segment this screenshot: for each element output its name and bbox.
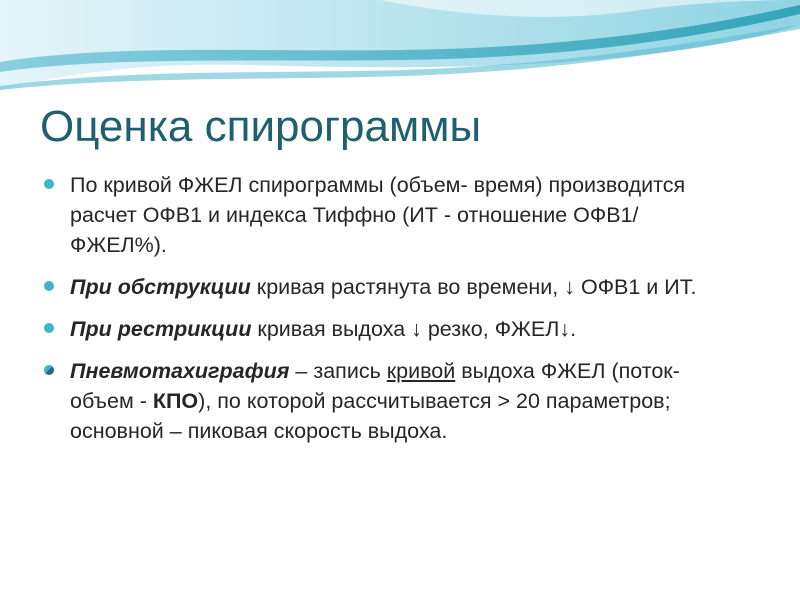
bullet-text: – запись	[289, 359, 387, 383]
bullet-text: кривая выдоха ↓ резко, ФЖЕЛ↓.	[251, 317, 577, 341]
bullet-text: выдоха ФЖЕЛ (поток-объем -	[70, 359, 680, 413]
underlined-term: кривой	[386, 359, 456, 383]
bullet-text: По кривой ФЖЕЛ спирограммы (объем- время) производится расчет ОФВ1 и индекса Тиффно (ИТ - отношение ОФВ1/ ФЖЕЛ%).	[70, 173, 686, 257]
header-wave-decoration	[0, 0, 800, 110]
bullet-fzhel	[70, 170, 730, 260]
bullet-dot-icon	[44, 365, 54, 375]
bullet-text: ), по которой рассчитывается > 20 параметров; основной – пиковая скорость выдоха.	[70, 389, 671, 443]
bullet-restriction	[70, 314, 730, 344]
bullet-dot-icon	[44, 281, 54, 291]
bullet-pneumotachography	[70, 356, 730, 446]
bold-term: КПО	[152, 389, 199, 413]
bullet-lead: При обструкции	[70, 275, 251, 299]
bullet-list	[70, 170, 730, 458]
bullet-text: кривая растянута во времени, ↓ ОФВ1 и ИТ.	[250, 275, 697, 299]
slide-title: Оценка спирограммы	[40, 102, 482, 151]
bullet-dot-icon	[44, 323, 54, 333]
bullet-obstruction	[70, 272, 730, 302]
bullet-lead: Пневмотахиграфия	[70, 359, 290, 383]
bullet-dot-icon	[44, 179, 54, 189]
bullet-lead: При рестрикции	[70, 317, 252, 341]
